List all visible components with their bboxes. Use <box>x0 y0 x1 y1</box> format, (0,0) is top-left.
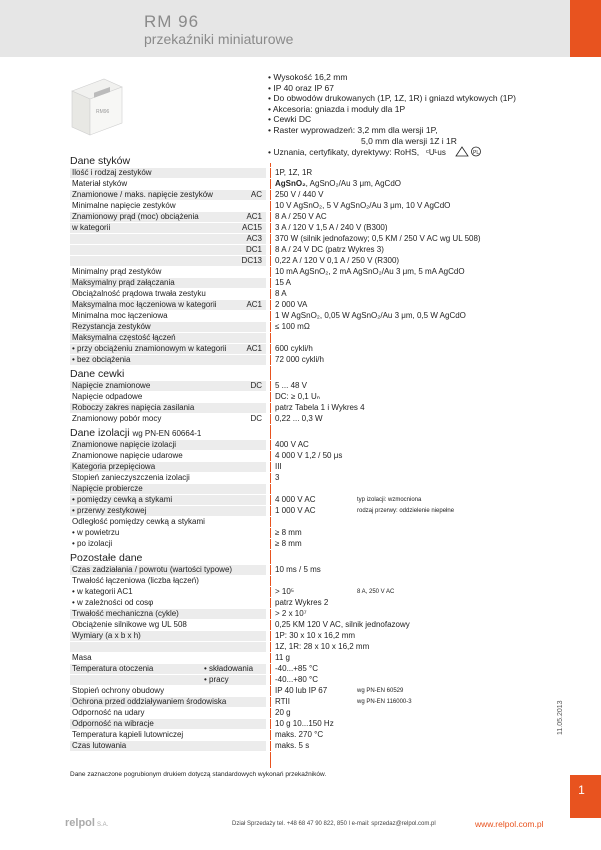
svg-text:PL: PL <box>472 150 479 157</box>
table-row: Minimalne napięcie zestyków 10 V AgSnO₂, 5 V AgSnO₂/Au 3 μm, 10 V AgCdO <box>70 201 525 212</box>
page-number: 1 <box>578 783 585 797</box>
section-heading: Dane cewki <box>70 366 525 381</box>
table-row: Maksymalna częstość łączeń <box>70 333 525 344</box>
table-row: • przy obciążeniu znamionowym w kategorii AC1 600 cykli/h <box>70 344 525 355</box>
footnote: Dane zaznaczone pogrubionym drukiem dotyczą standardowych wykonań przekaźników. <box>70 771 327 778</box>
table-row: Temperatura otoczenia • składowania -40...+85 °C <box>70 664 525 675</box>
svg-text:ᶜUᴸus: ᶜUᴸus <box>425 148 446 158</box>
table-row: Masa 11 g <box>70 653 525 664</box>
table-row: Znamionowe napięcie izolacji 400 V AC <box>70 440 525 451</box>
table-row: Znamionowe napięcie udarowe 4 000 V 1,2 / 50 μs <box>70 451 525 462</box>
feature-item: • IP 40 oraz IP 67 <box>268 82 334 93</box>
header-band <box>0 0 570 57</box>
table-row: Roboczy zakres napięcia zasilania patrz Tabela 1 i Wykres 4 <box>70 403 525 414</box>
table-row: Odporność na wibracje 10 g 10...150 Hz <box>70 719 525 730</box>
table-row: DC13 0,22 A / 120 V 0,1 A / 250 V (R300) <box>70 256 525 267</box>
table-row: Napięcie probiercze <box>70 484 525 495</box>
accent-bar-top <box>570 0 601 57</box>
table-row: Maksymalny prąd załączania 15 A <box>70 278 525 289</box>
feature-item: 5,0 mm dla wersji 1Z i 1R <box>361 135 457 146</box>
relay-product-image <box>66 77 126 139</box>
section-heading: Dane izolacji wg PN-EN 60664-1 <box>70 425 525 440</box>
table-row: • bez obciążenia 72 000 cykli/h <box>70 355 525 366</box>
table-row: DC1 8 A / 24 V DC (patrz Wykres 3) <box>70 245 525 256</box>
table-row: Wymiary (a x b x h) 1P: 30 x 10 x 16,2 mm <box>70 631 525 642</box>
table-row: Maksymalna moc łączeniowa w kategorii AC1 2 000 VA <box>70 300 525 311</box>
table-row: Odporność na udary 20 g <box>70 708 525 719</box>
table-row: Ilość i rodzaj zestyków 1P, 1Z, 1R <box>70 168 525 179</box>
relpol-logo: relpol S.A. <box>65 817 109 829</box>
section-heading: Pozostałe dane <box>70 550 525 565</box>
table-row: Temperatura kąpieli lutowniczej maks. 270 °C <box>70 730 525 741</box>
table-row: Obciążalność prądowa trwała zestyku 8 A <box>70 289 525 300</box>
table-row: Czas zadziałania / powrotu (wartości typowe) 10 ms / 5 ms <box>70 565 525 576</box>
table-row: • w zależności od cosφ patrz Wykres 2 <box>70 598 525 609</box>
feature-item: • Cewki DC <box>268 114 312 125</box>
table-row: • pomiędzy cewką a stykami 4 000 V AC typ izolacji: wzmocniona <box>70 495 525 506</box>
table-row: • przerwy zestykowej 1 000 V AC rodzaj przerwy: oddzielenie niepełne <box>70 506 525 517</box>
table-row: Znamionowy prąd (moc) obciążenia AC1 8 A / 250 V AC <box>70 212 525 223</box>
table-row: Rezystancja zestyków ≤ 100 mΩ <box>70 322 525 333</box>
table-row: • po izolacji ≥ 8 mm <box>70 539 525 550</box>
table-row: Trwałość łączeniowa (liczba łączeń) <box>70 576 525 587</box>
table-row: • pracy -40...+80 °C <box>70 675 525 686</box>
table-row: Kategoria przepięciowa III <box>70 462 525 473</box>
table-row: Stopień zanieczyszczenia izolacji 3 <box>70 473 525 484</box>
table-row: Materiał styków AgSnO₂, AgSnO₂/Au 3 μm, AgCdO <box>70 179 525 190</box>
table-row: Znamionowe / maks. napięcie zestyków AC 250 V / 440 V <box>70 190 525 201</box>
feature-item: • Raster wyprowadzeń: 3,2 mm dla wersji 1P, <box>268 124 438 135</box>
feature-list <box>268 72 516 160</box>
table-row: AC3 370 W (silnik jednofazowy; 0,5 KM / 250 V AC wg UL 508) <box>70 234 525 245</box>
sales-contact: Dział Sprzedaży tel. +48 68 47 90 822, 850 l e-mail: sprzedaz@relpol.com.pl <box>232 821 436 827</box>
spec-table <box>70 153 525 752</box>
table-row: Stopień ochrony obudowy IP 40 lub IP 67 wg PN-EN 60529 <box>70 686 525 697</box>
table-row: Trwałość mechaniczna (cykle) > 2 x 10⁷ <box>70 609 525 620</box>
page-title: RM 96 <box>144 12 200 31</box>
table-row: Ochrona przed oddziaływaniem środowiska RTII wg PN-EN 116000-3 <box>70 697 525 708</box>
feature-item: • Akcesoria: gniazda i moduły dla 1P <box>268 103 406 114</box>
page-subtitle: przekaźniki miniaturowe <box>144 31 294 47</box>
table-row: Napięcie znamionowe DC 5 ... 48 V <box>70 381 525 392</box>
website-link[interactable]: www.relpol.com.pl <box>475 819 544 829</box>
revision-date: 11.05.2013 <box>557 700 564 735</box>
table-row: • w kategorii AC1 > 10⁵ 8 A, 250 V AC <box>70 587 525 598</box>
table-row: Znamionowy pobór mocy DC 0,22 ... 0,3 W <box>70 414 525 425</box>
table-row: Minimalny prąd zestyków 10 mA AgSnO₂, 2 mA AgSnO₂/Au 3 μm, 5 mA AgCdO <box>70 267 525 278</box>
feature-item: • Uznania, certyfikaty, dyrektywy: RoHS, <box>268 147 420 158</box>
table-row: Czas lutowania maks. 5 s <box>70 741 525 752</box>
table-row: 1Z, 1R: 28 x 10 x 16,2 mm <box>70 642 525 653</box>
feature-item: • Do obwodów drukowanych (1P, 1Z, 1R) i gniazd wtykowych (1P) <box>268 93 517 104</box>
section-heading: Dane styków <box>70 153 525 168</box>
table-row: w kategorii AC15 3 A / 120 V 1,5 A / 240 V (B300) <box>70 223 525 234</box>
feature-item: • Wysokość 16,2 mm <box>268 72 348 82</box>
table-row: Odległość pomiędzy cewką a stykami <box>70 517 525 528</box>
table-row: Obciążenie silnikowe wg UL 508 0,25 KM 120 V AC, silnik jednofazowy <box>70 620 525 631</box>
table-row: Minimalna moc łączeniowa 1 W AgSnO₂, 0,05 W AgSnO₂/Au 3 μm, 0,5 W AgCdO <box>70 311 525 322</box>
table-row: • w powietrzu ≥ 8 mm <box>70 528 525 539</box>
svg-text:RM96: RM96 <box>96 109 110 115</box>
table-row: Napięcie odpadowe DC: ≥ 0,1 Uₙ <box>70 392 525 403</box>
